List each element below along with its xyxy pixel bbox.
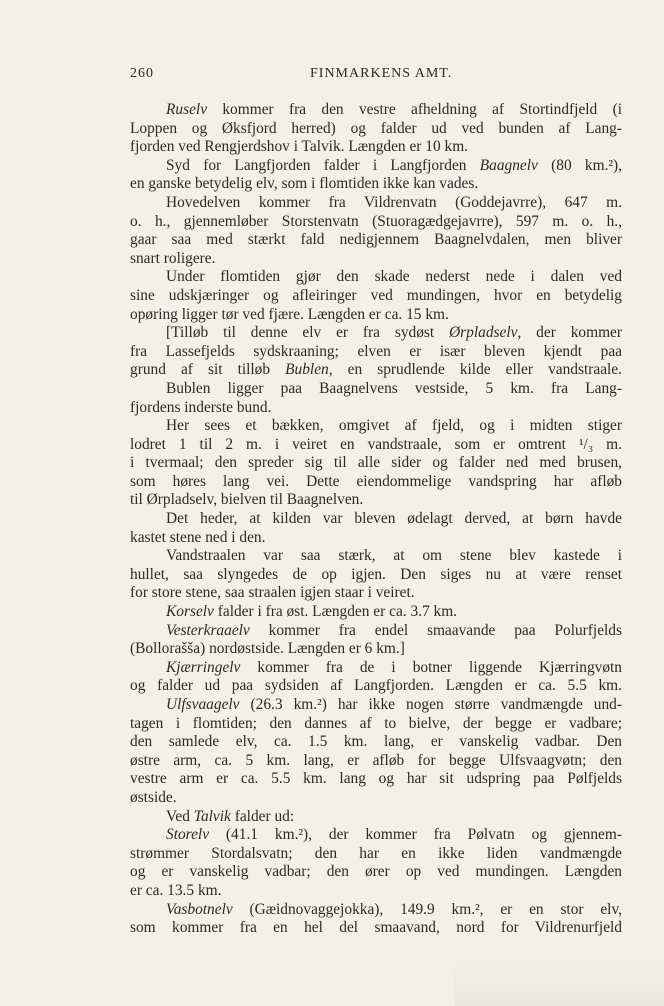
text-line: hullet, saa slyngedes de op igjen. Den siges nu at være renset: [130, 565, 622, 583]
text-line: kastet stene ned i den.: [130, 528, 266, 546]
text-line: fra Lassefjelds sydskraaning; elven er især bleven kjendt paa: [130, 342, 622, 360]
text-line: østre arm, ca. 5 km. lang, er afløb for begge Ulfsvaagvøtn; den: [130, 751, 622, 769]
text-line: Ulfsvaagelv (26.3 km.²) har ikke nogen større vandmængde und-: [166, 696, 622, 713]
text-line: grund af sit tilløb Bublen, en sprudlende kilde eller vandstraale.: [130, 361, 622, 379]
text-line: og falder ud paa sydsiden af Langfjorden. Længden er ca. 5.5 km.: [130, 677, 622, 695]
page-fold-shadow: [454, 960, 664, 1006]
text-line: snart roligere.: [130, 249, 216, 267]
page-number: 260: [130, 66, 154, 81]
text-line: Ruselv kommer fra den vestre afheldning af Stortindfjeld (i: [166, 101, 622, 118]
text-line: som kommer fra en hel del smaavand, nord for Vildrenurfjeld: [130, 919, 622, 937]
text-line: vestre arm er ca. 5.5 km. lang og har sit udspring paa Pølfjelds: [130, 770, 622, 788]
text-line: lodret 1 til 2 m. i veiret en vandstraale, som er omtrent ¹/₃ m.: [130, 435, 622, 453]
text-line: Her sees et bækken, omgivet af fjeld, og i midten stiger: [166, 417, 622, 435]
text-line: Hovedelven kommer fra Vildrenvatn (Goddejavrre), 647 m.: [166, 193, 622, 211]
text-line: Bublen ligger paa Baagnelvens vestside, 5 km. fra Lang-: [166, 379, 622, 397]
text-line: Loppen og Øksfjord herred) og falder ud ved bunden af Lang-: [130, 119, 622, 137]
text-line: Storelv (41.1 km.²), der kommer fra Pølvatn og gjennem-: [166, 826, 622, 844]
text-line: Det heder, at kilden var bleven ødelagt derved, at børn havde: [166, 510, 622, 528]
text-line: Kjærringelv kommer fra de i botner liggende Kjærringvøtn: [166, 658, 622, 676]
text-line: østside.: [130, 788, 177, 806]
body-text: [130, 101, 622, 938]
running-title: FINMARKENS AMT.: [310, 66, 453, 81]
text-line: den samlede elv, ca. 1.5 km. lang, er vanskelig vadbar. Den: [130, 733, 622, 751]
text-line: strømmer Stordalsvatn; den har en ikke liden vandmængde: [130, 844, 622, 862]
text-line: for store stene, saa straalen igjen staar i veiret.: [130, 584, 415, 602]
text-line: en ganske betydelig elv, som i flomtiden ikke kan vades.: [130, 175, 479, 193]
text-line: og er vanskelig vadbar; den ører op ved mundingen. Længden: [130, 863, 622, 881]
text-line: fjordens inderste bund.: [130, 398, 272, 416]
text-line: sine udskjæringer og afleiringer ved mundingen, hvor en betydelig: [130, 286, 622, 304]
text-line: (Bollorašša) nordøstside. Længden er 6 km.]: [130, 640, 405, 658]
text-line: o. h., gjennemløber Storstenvatn (Stuoragædgejavrre), 597 m. o. h.,: [130, 212, 622, 230]
text-line: som høres lang vei. Dette eiendommelige vandspring har afløb: [130, 472, 622, 490]
text-line: i tvermaal; den spreder sig til alle sider og falder ned med brusen,: [130, 454, 622, 472]
text-line: tagen i flomtiden; den dannes af to bielve, der begge er vadbare;: [130, 714, 622, 732]
text-line: Syd for Langfjorden falder i Langfjorden Baagnelv (80 km.²),: [166, 156, 623, 174]
text-line: Vasbotnelv (Gæidnovaggejokka), 149.9 km.², er en stor elv,: [166, 900, 622, 918]
page-header: [130, 66, 622, 86]
text-line: Vesterkraaelv kommer fra endel smaavande paa Polurfjelds: [166, 621, 622, 639]
text-line: Ved Talvik falder ud:: [166, 807, 295, 825]
text-line: Korselv falder i fra øst. Længden er ca. 3.7 km.: [166, 603, 458, 621]
text-line: er ca. 13.5 km.: [130, 881, 222, 899]
text-line: [Tilløb til denne elv er fra sydøst Ørpladselv, der kommer: [166, 324, 622, 342]
text-line: opøring ligger tør ved fjære. Længden er ca. 15 km.: [130, 305, 449, 323]
text-line: Vandstraalen var saa stærk, at om stene blev kastede i: [166, 547, 622, 565]
text-line: Under flomtiden gjør den skade nederst nede i dalen ved: [166, 268, 622, 286]
text-line: fjorden ved Rengjerdshov i Talvik. Længden er 10 km.: [130, 138, 469, 156]
text-line: til Ørpladselv, bielven til Baagnelven.: [130, 491, 364, 509]
text-line: gaar saa med stærkt fald nedigjennem Baagnelvdalen, men bliver: [130, 231, 622, 249]
